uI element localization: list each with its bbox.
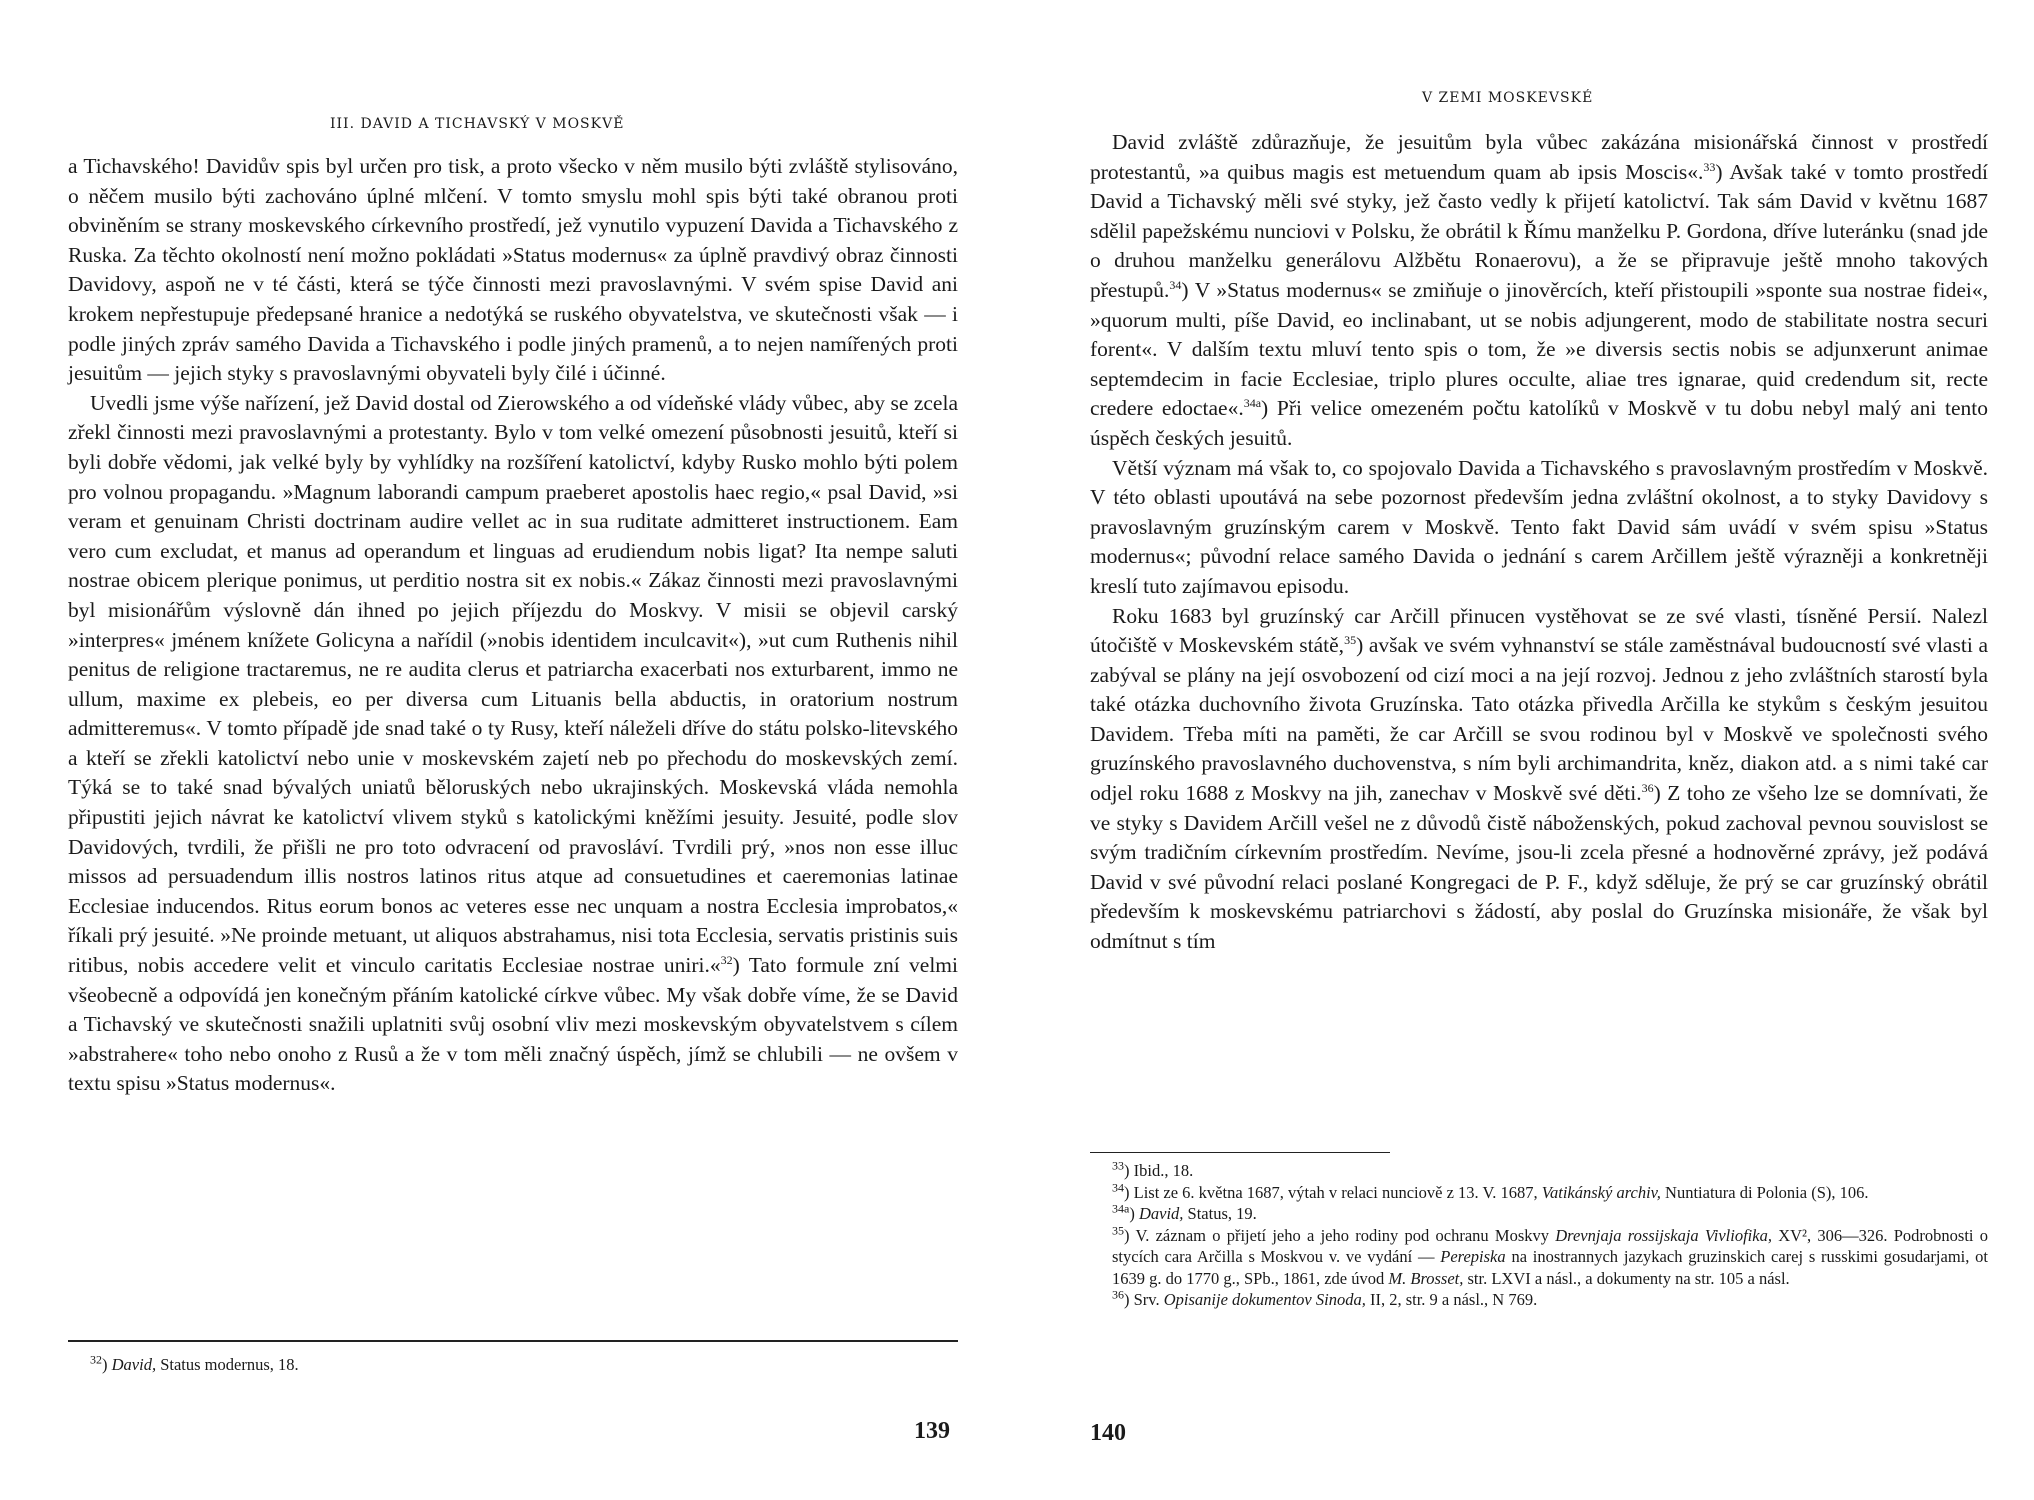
paragraph [68, 389, 958, 1099]
paragraph-text: ) avšak ve svém vyhnanství se stále zaměstnával budoucností své vlasti a zabýval se plány na její osvobození od cizí moci a na její rozvoj. Jednou z jeho zvláštních starostí byla také otázka duchovního života Gruzínska. Tato otázka přivedla Arčilla ke stykům s českým jesuitou Davidem. Třeba míti na paměti, že car Arčill se svou rodinou byl v Moskvě ve společnosti svého gruzínského pravoslavného duchovenstva, s ním byli archimandrita, kněz, diakon atd. a s nimi také car odjel roku 1688 z Moskvy na jih, zanechav v Moskvě své děti. [1090, 633, 1988, 806]
footnote [1090, 1289, 1988, 1311]
footnote-text: Status modernus, 18. [160, 1355, 299, 1374]
footnote-ref[interactable]: 36 [1641, 780, 1654, 795]
footnote-text: ) List ze 6. května 1687, výtah v relaci nunciově z 13. V. 1687, [1124, 1182, 1538, 1202]
paragraph-text: ) Tato formule zní velmi všeobecně a odpovídá jen konečným přáním katolické církve vůbec. My však dobře víme, že se David a Tichavský ve skutečnosti snažili uplatniti svůj osobní vliv mezi moskevským obyvatelstvem s cílem »abstrahere« toho nebo onoho z Rusů a že v tom měli značný úspěch, jímž se chlubili — ne ovšem v textu spisu »Status modernus«. [68, 953, 958, 1096]
paragraph-text: David zvláště zdůrazňuje, že jesuitům byla vůbec zakázána misionářská činnost v prostředí protestantů, »a quibus magis est metuendum quam ab ipsis Moscis«. [1090, 130, 1988, 184]
running-head-left: III. DAVID A TICHAVSKÝ V MOSKVĚ [330, 116, 625, 132]
paragraph-text: Uvedli jsme výše nařízení, jež David dostal od Zierowského a od vídeňské vlády vůbec, aby se zcela zřekl činnosti mezi pravoslavnými a protestanty. Bylo v tom velké omezení působnosti jesuitů, kteří si byli dobře vědomi, jak velké byly by vyhlídky na rozšíření katolictví, kdyby Rusko mohlo býti polem pro volnou propagandu. »Magnum laborandi campum praeberet apostolis haec regio,« psal David, »si veram et genuinam Christi doctrinam audire vellet ac in sua ruditate admitteret instructionem. Eam vero cum excludat, et manus ad operandum et linguas ad erudiendum nobis ligat? Ita nempe saluti nostrae obicem plerique ponimus, ut perditio nostra sit ex nobis.« Zákaz činnosti mezi pravoslavnými byl misionářům výslovně dán ihned po jejich příjezdu do Moskvy. V misii se objevil carský »interpres« jménem knížete Golicyna a nařídil (»nobis identidem inculcavit«), »ut cum Ruthenis nihil penitus de religione tractaremus, ne re audita clerus et patriarcha exacerbati nos exturbarent, immo ne ullum, maxime ex plebeis, eo per diversa cum Lituanis bella abductis, in oratorium nostrum admitteremus«. V tomto případě jde snad také o ty Rusy, kteří náleželi dříve do státu polsko-litevského a kteří se zřekli katolictví nebo unie v moskevském zajetí neb po přechodu do moskevských zemí. Týká se to také snad bývalých uniatů běloruských nebo ukrajinských. Moskevská vláda nemohla připustiti jejich návrat ke katolictví vlivem styků s katolickými kněžími jesuity. Jesuité, podle slov Davidových, tvrdili, že přišli ne pro toto odvracení od pravosláví. Tvrdili prý, »nos non esse illuc missos ad persuadendum illis nostros latinos ritus atque ad consuetudines et caeremonias latinae Ecclesiae inducendos. Ritus eorum bonos ac veteres esse nec unquam a nostra Ecclesia improbatos,« říkali prý jesuité. »Ne proinde metuant, ut aliquos abstrahamus, nisi tota Ecclesia, servatis pristinis suis ritibus, nobis accedere velit et vinculo caritatis Ecclesiae nostrae uniri.« [68, 390, 958, 978]
footnote-italic: M. Brosset, [1388, 1268, 1464, 1288]
footnote-text: ) Srv. [1124, 1290, 1160, 1309]
footnote-mark: 35 [1112, 1223, 1124, 1237]
footnote-text: XV², 306—326. Podrobnosti o stycích cara Arčilla s Moskvou v. ve vydání — [1112, 1225, 1988, 1266]
page-number-right: 140 [1090, 1420, 1126, 1446]
paragraph [1090, 128, 1988, 454]
footnote-italic: Vatikánský archiv, [1541, 1182, 1661, 1202]
footnote-text: ) Ibid., 18. [1124, 1161, 1194, 1180]
footnote-italic: Drevnjaja rossijskaja Vivliofika, [1555, 1225, 1772, 1245]
paragraph-text: Větší význam má však to, co spojovalo Davida a Tichavského s pravoslavným prostředím v Moskvě. V této oblasti upoutává na sebe pozornost především jedna zvláštní okolnost, a to styky Davidovy s pravoslavným gruzínským carem v Moskvě. Tento fakt David sám uvádí v svém spisu »Status modernus«; původní relace samého Davida o jednání s carem Arčillem ještě výrazněji a konkretněji kreslí tuto zajímavou episodu. [1090, 455, 1988, 598]
paragraph-text: a Tichavského! Davidův spis byl určen pro tisk, a proto všecko v něm musilo býti zvláště stylisováno, o něčem musilo býti zachováno úplné mlčení. V tomto smyslu mohl spis býti také obranou proti obviněním se strany moskevského církevního prostředí, jež vynutilo vypuzení Davida a Tichavského z Ruska. Za těchto okolností není možno pokládati »Status modernus« za úplně pravdivý obraz činnosti Davidovy, aspoň ne v té části, která se týče činnosti mezi pravoslavnými. V svém spise David ani krokem nepřestupuje předepsané hranice a nedotýká se ruského obyvatelstva, ve skutečnosti však — i podle jiných zpráv samého Davida a Tichavského i podle jiných pramenů, a to nejen namířených proti jesuitům — jejich styky s pravoslavnými obyvateli byly čilé i účinné. [68, 154, 958, 386]
footnote-divider [1090, 1152, 1390, 1153]
right-page [1010, 0, 2034, 1500]
footnote [1090, 1225, 1988, 1290]
right-footnotes [1090, 1160, 1988, 1311]
footnote-text: na inostrannych jazykach gruzinskich carej s russkimi gosudarjami, ot 1639 g. do 1770 g., SPb., 1861, zde úvod [1112, 1247, 1989, 1288]
footnote-text: str. LXVI a násl., a dokumenty na str. 105 a násl. [1467, 1268, 1790, 1288]
left-body-text [68, 152, 958, 1099]
paragraph-text: Roku 1683 byl gruzínský car Arčill přinucen vystěhovat se ze své vlasti, tísněné Persií. Nalezl útočiště v Moskevském státě, [1090, 603, 1988, 658]
footnote [1090, 1160, 1988, 1182]
paragraph [1090, 454, 1988, 602]
footnote [1090, 1182, 1988, 1204]
footnote-mark: 33 [1112, 1158, 1124, 1173]
paragraph-text: ) Avšak také v tomto prostředí David a Tichavský měli své styky, jež často vedly k přijetí katolictví. Tak sám David v květnu 1687 sdělil papežskému nunciovi v Polsku, že obrátil k Římu manželku P. Gordona, dříve luteránku (snad jde o druhou manželku generálovu Alžbětu Ronaerovu), a že se připravuje ještě mnoho takových přestupů. [1090, 159, 1988, 302]
right-body-text [1090, 128, 1988, 957]
footnote-ref[interactable]: 32 [720, 952, 733, 967]
footnote-text: ) V. záznam o přijetí jeho a jeho rodiny pod ochranu Moskvy [1124, 1225, 1549, 1245]
footnote-ref[interactable]: 34a [1243, 396, 1262, 411]
left-page [0, 0, 1010, 1500]
footnote-author: David, [111, 1355, 157, 1374]
footnote-mark: 34 [1112, 1180, 1124, 1194]
page-number-left: 139 [914, 1418, 950, 1444]
footnote-mark: 36 [1112, 1287, 1124, 1302]
paragraph [68, 152, 958, 389]
footnote-divider [68, 1340, 958, 1342]
paragraph-text: ) Při velice omezeném počtu katolíků v Moskvě v tu dobu nebyl malý ani tento úspěch českých jesuitů. [1090, 396, 1989, 450]
paragraph-text: ) V »Status modernus« se zmiňuje o jinověrcích, kteří přistoupili »sponte sua nostrae fidei«, »quorum multi, píše David, eo inclinabant, ut se nobis adjungerent, modo de stabilitate nostra securi forent«. V dalším textu mluví tento spis o tom, že »e diversis sectis nobis se adjunxerunt animae septemdecim in facie Ecclesiae, triplo plures occulte, aliae tres ignarae, quid credendum sit, recte credere edoctae«. [1090, 277, 1988, 421]
paragraph [1090, 602, 1988, 957]
footnote-text: II, 2, str. 9 a násl., N 769. [1369, 1290, 1538, 1309]
footnote-italic: Opisanije dokumentov Sinoda, [1163, 1290, 1366, 1309]
footnote: $^{34a}$) David, Status, 19. [1112, 1201, 1257, 1223]
footnote-mark: 34a [1112, 1201, 1130, 1216]
footnote-ref[interactable]: 35 [1344, 632, 1357, 647]
footnote: $^{32}$) David, Status modernus, 18. [90, 1352, 299, 1374]
footnote-text: Status, 19. [1187, 1204, 1257, 1223]
left-footnotes [68, 1354, 958, 1376]
footnote-text: Nuntiatura di Polonia (S), 106. [1665, 1182, 1869, 1202]
running-head-right: V ZEMI MOSKEVSKÉ [1422, 90, 1594, 106]
paragraph-text: ) Z toho ze všeho lze se domnívati, že ve styky s Davidem Arčill vešel ne z důvodů čistě náboženských, pokud zachoval pevnou souvislost se svým tradičním církevním prostředím. Nevíme, jsou-li zcela přesné a hodnověrné zprávy, jež podává David v své původní relaci poslané Kongregaci de P. F., když sděluje, že prý se car gruzínský obrátil především k moskevskému patriarchovi s žádostí, aby poslal do Gruzínska misionáře, že však byl odmítnut s tím [1090, 781, 1988, 954]
footnote-mark: 32 [90, 1352, 102, 1367]
footnote-italic: Perepiska [1440, 1247, 1506, 1266]
footnote-ref[interactable]: 33 [1703, 159, 1716, 174]
footnote-ref[interactable]: 34 [1169, 277, 1182, 292]
footnote-italic: David, [1138, 1204, 1184, 1223]
